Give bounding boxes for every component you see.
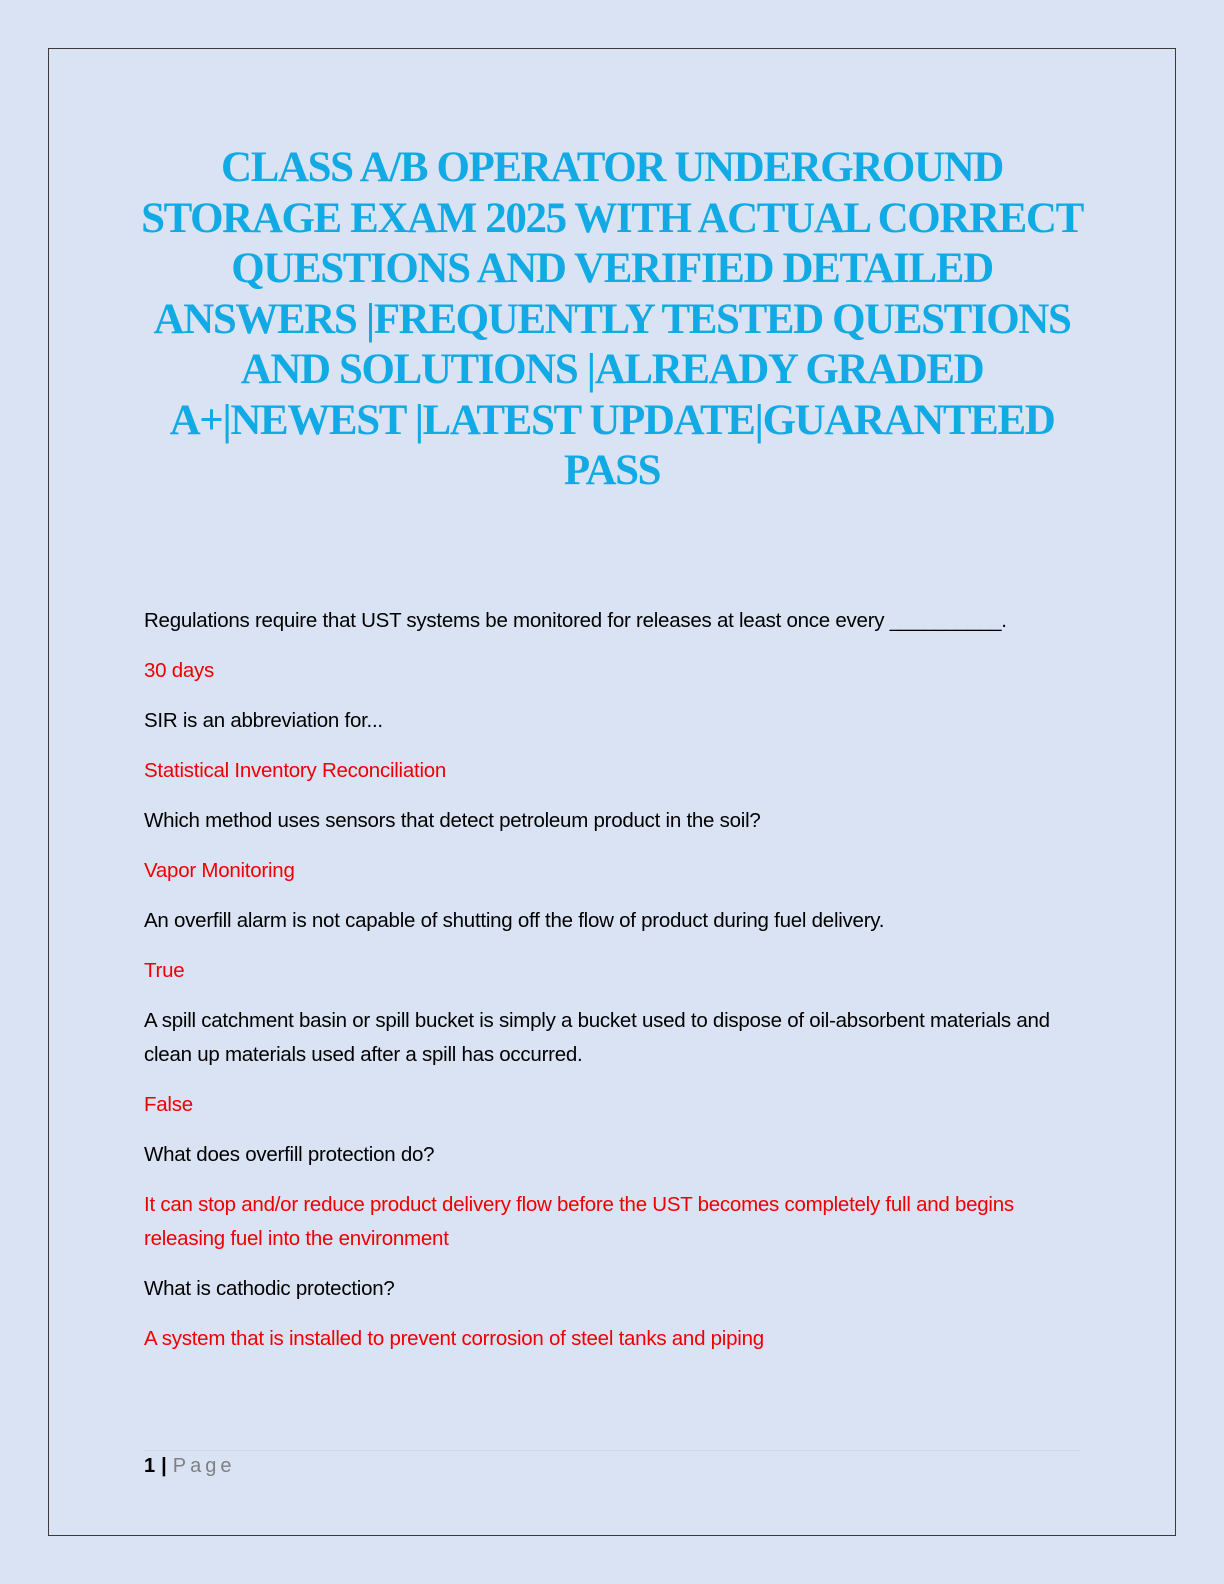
document-title: CLASS A/B OPERATOR UNDERGROUND STORAGE EXAM 2025 WITH ACTUAL CORRECT QUESTIONS AND VERIFIED DETAILED ANSWERS |FREQUENTLY TESTED QUESTIONS AND SOLUTIONS |ALREADY GRADED A+|NEWEST |LATEST UPDATE|GUARANTEED PASS	[141, 144, 1083, 494]
question-text: SIR is an abbreviation for...	[144, 709, 383, 732]
question-text: An overfill alarm is not capable of shutting off the flow of product during fuel delivery.	[144, 909, 885, 932]
answer-text: 30 days	[144, 659, 215, 682]
qa-list	[144, 604, 1064, 1372]
footer-separator: |	[161, 1455, 167, 1477]
answer-text: It can stop and/or reduce product delivery flow before the UST becomes completely full and begins releasing fuel into the environment	[144, 1193, 1014, 1250]
page-label: Page	[172, 1455, 236, 1477]
question-text: Which method uses sensors that detect petroleum product in the soil?	[144, 809, 761, 832]
answer-text: Statistical Inventory Reconciliation	[144, 759, 447, 782]
answer-text: Vapor Monitoring	[144, 859, 295, 882]
answer-text: A system that is installed to prevent corrosion of steel tanks and piping	[144, 1327, 764, 1350]
page-footer	[144, 1454, 235, 1478]
question-text: What is cathodic protection?	[144, 1277, 395, 1300]
question-text: What does overfill protection do?	[144, 1143, 435, 1166]
question-text: Regulations require that UST systems be monitored for releases at least once every __________.	[144, 609, 1007, 632]
question-text: A spill catchment basin or spill bucket is simply a bucket used to dispose of oil-absorbent materials and clean up materials used after a spill has occurred.	[144, 1009, 1050, 1066]
answer-text: True	[144, 959, 185, 982]
page-number: 1	[144, 1455, 156, 1477]
footer-divider	[144, 1450, 1080, 1451]
answer-text: False	[144, 1093, 193, 1116]
